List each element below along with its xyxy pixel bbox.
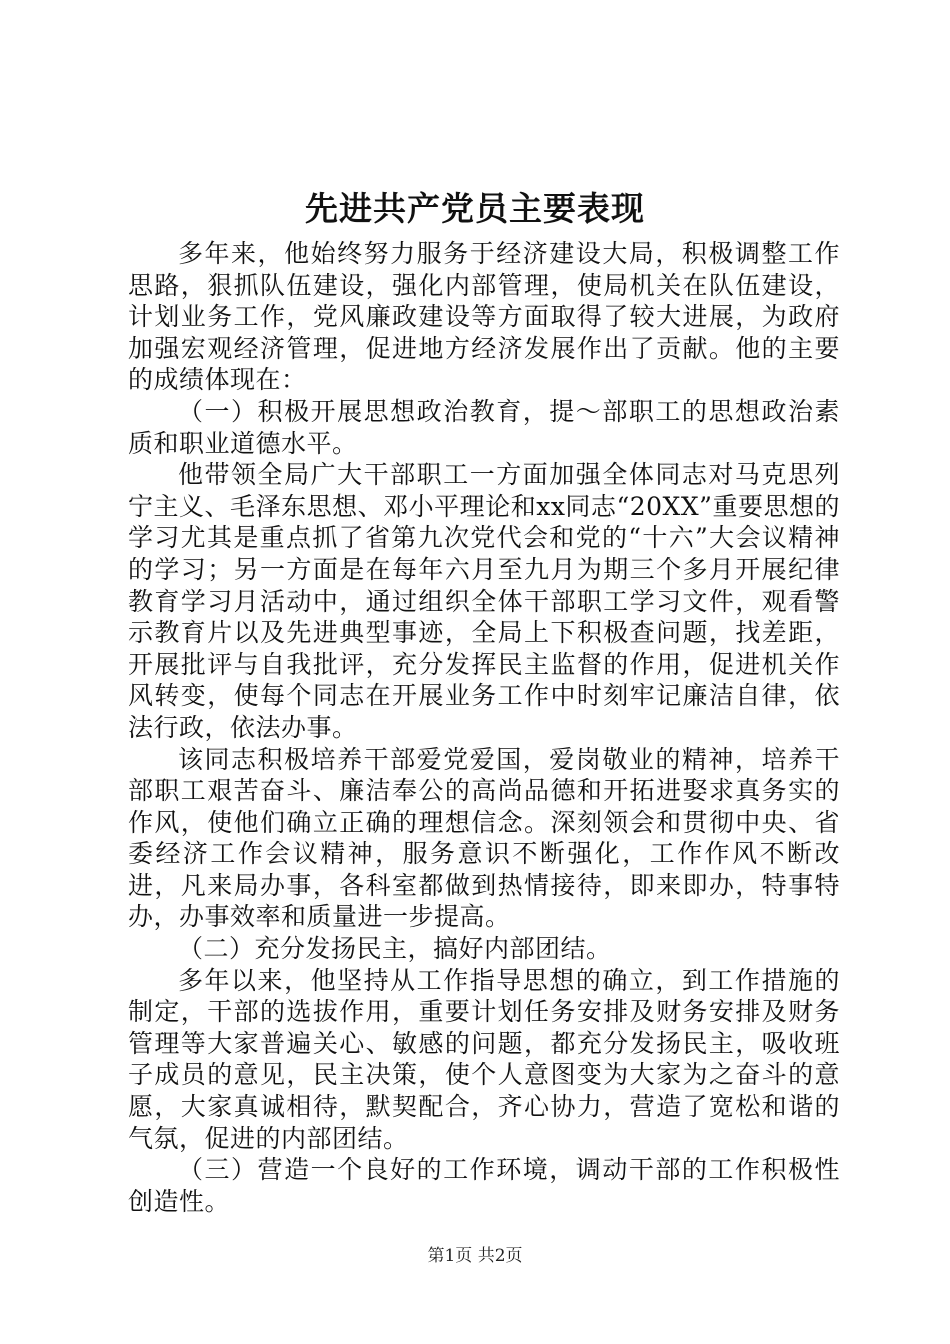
- section-heading-1: （一）积极开展思想政治教育，提～部职工的思想政治素质和职业道德水平。: [128, 396, 840, 458]
- paragraph-cultivate: 该同志积极培养干部爱党爱国，爱岗敬业的精神，培养干部职工艰苦奋斗、廉洁奉公的高尚品德和开拓进娶求真务实的作风，使他们确立正确的理想信念。深刻领会和贯彻中央、省委经济工作会议精神，服务意识不断强化，工作作风不断改进，凡来局办事，各科室都做到热情接待，即来即办，特事特办，办事效率和质量进一步提高。: [128, 744, 840, 932]
- paragraph-democracy: 多年以来，他坚持从工作指导思想的确立，到工作措施的制定，干部的选拔作用，重要计划任务安排及财务安排及财务管理等大家普遍关心、敏感的问题，都充分发扬民主，吸收班子成员的意见，民主决策，使个人意图变为大家为之奋斗的意愿，大家真诚相待，默契配合，齐心协力，营造了宽松和谐的气氛，促进的内部团结。: [128, 965, 840, 1153]
- section-heading-3: （三）营造一个良好的工作环境，调动干部的工作积极性创造性。: [128, 1155, 840, 1216]
- page-number-footer: 第1页 共2页: [427, 1246, 523, 1266]
- document-body: [128, 238, 840, 1217]
- document-title: 先进共产党员主要表现: [305, 189, 645, 228]
- paragraph-study: 他带领全局广大干部职工一方面加强全体同志对马克思列宁主义、毛泽东思想、邓小平理论和xx同志“20XX”重要思想的学习尤其是重点抓了省第九次党代会和党的“十六”大会议精神的学习；另一方面是在每年六月至九月为期三个多月开展纪律教育学习月活动中，通过组织全体干部职工学习文件，观看警示教育片以及先进典型事迹，全局上下积极查问题，找差距，开展批评与自我批评，充分发挥民主监督的作用，促进机关作风转变，使每个同志在开展业务工作中时刻牢记廉洁自律，依法行政，依法办事。: [128, 460, 840, 742]
- paragraph-intro: 多年来，他始终努力服务于经济建设大局，积极调整工作思路，狠抓队伍建设，强化内部管理，使局机关在队伍建设，计划业务工作，党风廉政建设等方面取得了较大进展，为政府加强宏观经济管理，促进地方经济发展作出了贡献。他的主要的成绩体现在：: [128, 239, 840, 395]
- section-heading-2: （二）充分发扬民主，搞好内部团结。: [178, 934, 612, 964]
